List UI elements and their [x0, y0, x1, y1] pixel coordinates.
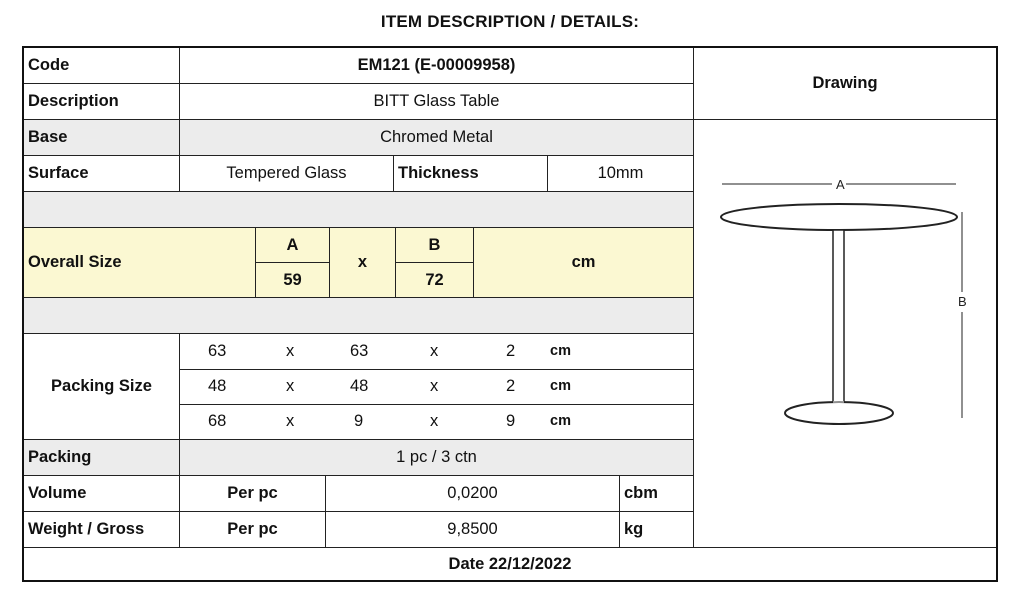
- weight-per: Per pc: [180, 512, 326, 548]
- base-value: Chromed Metal: [180, 120, 694, 156]
- packing-dim-2: 48: [350, 377, 369, 395]
- volume-unit: cbm: [620, 476, 694, 512]
- packing-dim-3: 2: [506, 342, 516, 360]
- overall-size-b-header: B: [396, 228, 474, 263]
- overall-size-a-header: A: [256, 228, 330, 263]
- base-label: Base: [24, 120, 180, 156]
- times-sign: x: [286, 412, 295, 430]
- table-base: [785, 402, 893, 424]
- overall-size-b-value: 72: [396, 263, 474, 298]
- code-value: EM121 (E-00009958): [180, 48, 694, 84]
- weight-label: Weight / Gross: [24, 512, 180, 548]
- spacer-row: [24, 298, 694, 334]
- packing-dim-2: 9: [354, 412, 364, 430]
- times-sign: x: [430, 412, 439, 430]
- surface-value: Tempered Glass: [180, 156, 394, 192]
- table-stem: [833, 230, 844, 416]
- packing-size-label: Packing Size: [24, 334, 180, 440]
- code-label: Code: [24, 48, 180, 84]
- packing-value: 1 pc / 3 ctn: [180, 440, 694, 476]
- volume-per: Per pc: [180, 476, 326, 512]
- dimension-a-label: A: [836, 177, 845, 192]
- packing-dim-3: 9: [506, 412, 516, 430]
- overall-size-a-value: 59: [256, 263, 330, 298]
- weight-unit: kg: [620, 512, 694, 548]
- description-value: BITT Glass Table: [180, 84, 694, 120]
- spec-sheet: [22, 46, 998, 582]
- drawing-area: [696, 120, 998, 546]
- table-top: [721, 204, 957, 230]
- times-sign: x: [286, 342, 295, 360]
- packing-dim-1: 68: [208, 412, 227, 430]
- dimension-b-label: B: [958, 294, 967, 309]
- times-sign: x: [430, 377, 439, 395]
- table-drawing: [696, 120, 998, 546]
- overall-size-label: Overall Size: [24, 228, 256, 298]
- overall-size-times: x: [330, 228, 396, 298]
- packing-dim-1: 48: [208, 377, 227, 395]
- thickness-label: Thickness: [394, 156, 548, 192]
- page-heading: ITEM DESCRIPTION / DETAILS:: [380, 12, 640, 31]
- packing-dim-2: 63: [350, 342, 369, 360]
- drawing-label: Drawing: [694, 48, 996, 120]
- packing-label: Packing: [24, 440, 180, 476]
- packing-unit: cm: [550, 343, 571, 359]
- weight-value: 9,8500: [326, 512, 620, 548]
- thickness-value: 10mm: [548, 156, 694, 192]
- volume-value: 0,0200: [326, 476, 620, 512]
- times-sign: x: [430, 342, 439, 360]
- spacer-row: [24, 192, 694, 228]
- volume-label: Volume: [24, 476, 180, 512]
- packing-unit: cm: [550, 413, 571, 429]
- times-sign: x: [286, 377, 295, 395]
- surface-label: Surface: [24, 156, 180, 192]
- overall-size-unit: cm: [474, 228, 694, 298]
- packing-dim-1: 63: [208, 342, 227, 360]
- packing-unit: cm: [550, 378, 571, 394]
- date-footer: Date 22/12/2022: [448, 554, 572, 573]
- packing-dim-3: 2: [506, 377, 516, 395]
- description-label: Description: [24, 84, 180, 120]
